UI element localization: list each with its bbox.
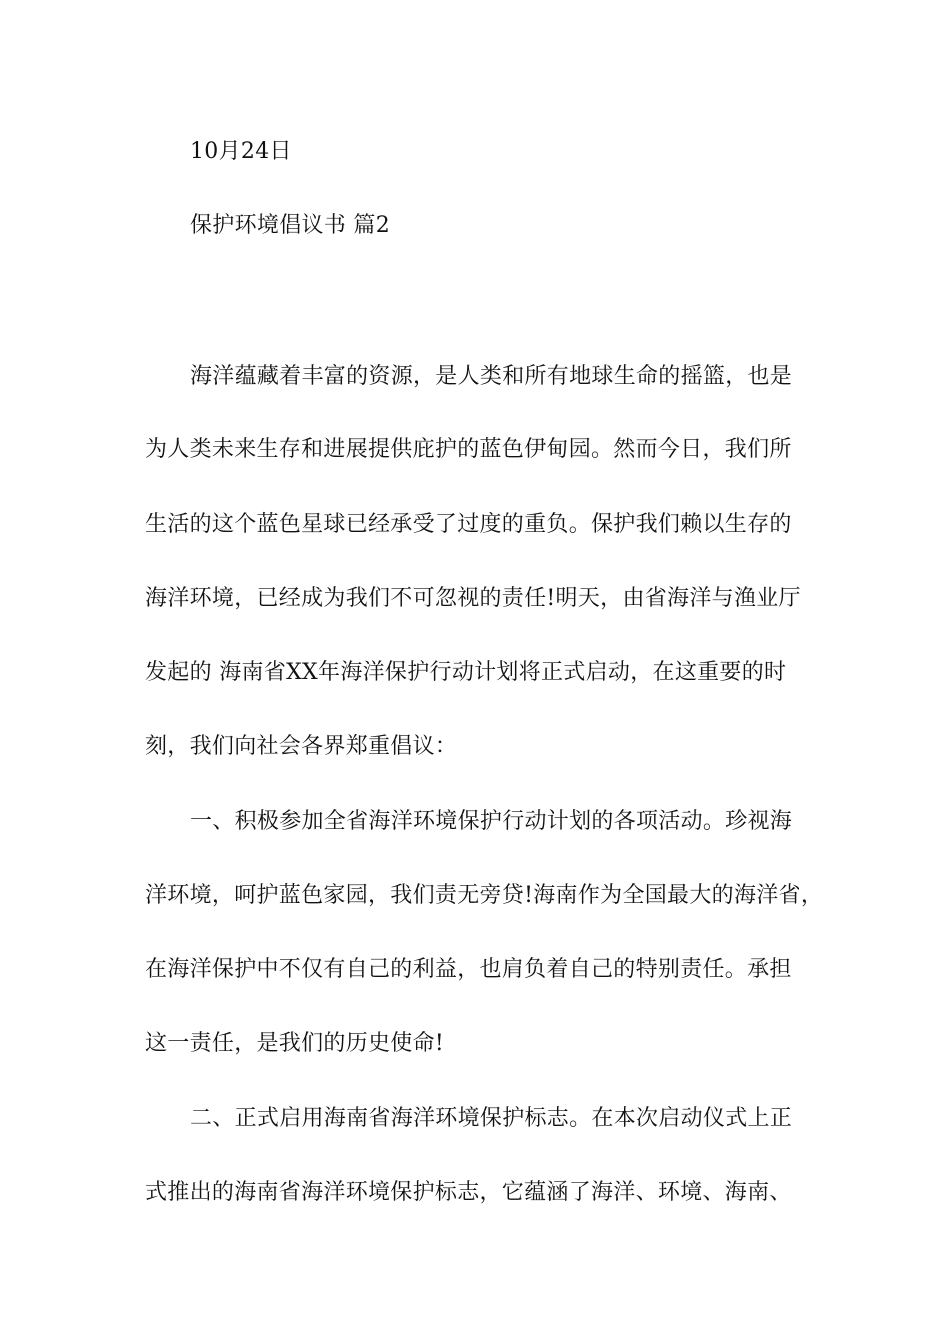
paragraph-line: 海洋环境，已经成为我们不可忽视的责任!明天，由省海洋与渔业厅 (145, 586, 801, 611)
paragraph-line: 为人类未来生存和进展提供庇护的蓝色伊甸园。然而今日，我们所 (145, 437, 792, 462)
paragraph-line: 一、积极参加全省海洋环境保护行动计划的各项活动。珍视海 (190, 809, 793, 834)
document-title: 保护环境倡议书 篇2 (190, 213, 390, 238)
document-date: 10月24日 (190, 139, 292, 164)
paragraph-line: 生活的这个蓝色星球已经承受了过度的重负。保护我们赖以生存的 (145, 512, 792, 537)
paragraph-line: 二、正式启用海南省海洋环境保护标志。在本次启动仪式上正 (190, 1106, 793, 1131)
paragraph-line: 洋环境，呵护蓝色家园，我们责无旁贷!海南作为全国最大的海洋省， (145, 883, 824, 908)
paragraph-line: 海洋蕴藏着丰富的资源，是人类和所有地球生命的摇篮，也是 (190, 364, 793, 389)
paragraph-line: 刻，我们向社会各界郑重倡议： (145, 734, 458, 759)
paragraph-line: 这一责任，是我们的历史使命! (145, 1031, 445, 1056)
paragraph-line: 式推出的海南省海洋环境保护标志，它蕴涵了海洋、环境、海南、 (145, 1180, 792, 1205)
paragraph-line: 发起的 海南省XX年海洋保护行动计划将正式启动，在这重要的时 (145, 660, 787, 685)
paragraph-line: 在海洋保护中不仅有自己的利益，也肩负着自己的特别责任。承担 (145, 957, 792, 982)
